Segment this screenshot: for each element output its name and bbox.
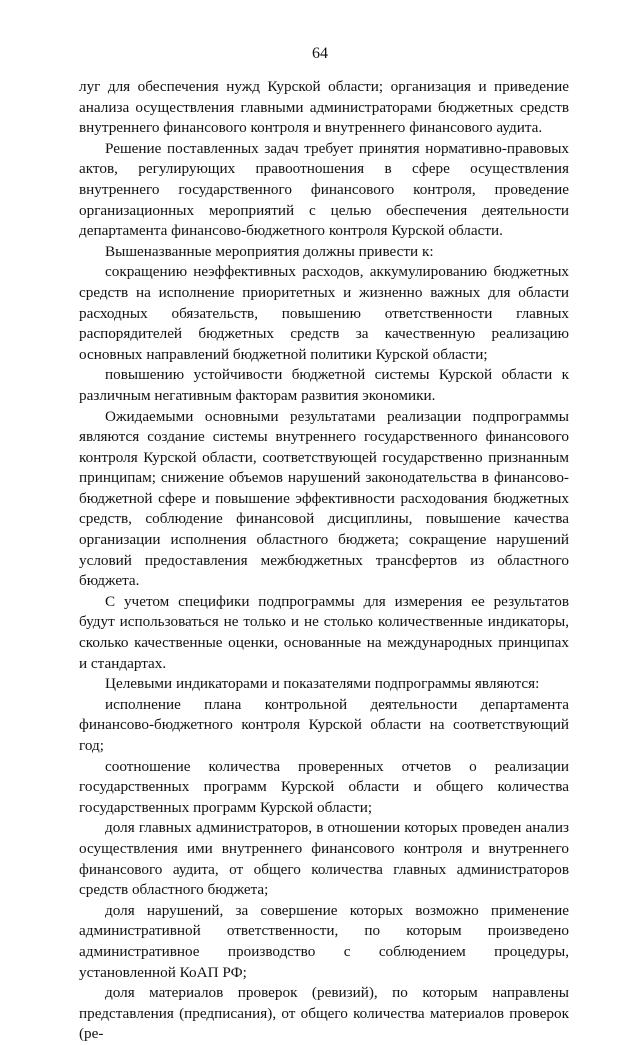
paragraph: Решение поставленных задач требует принятия нормативно-правовых актов, регулирующих правоотношения в сфере осуществления внутреннего государственного финансового контроля, проведение организационных мероприятий с целью обеспечения деятельности департамента финансово-бюджетного контроля Курской области. (79, 139, 569, 240)
paragraph: Вышеназванные мероприятия должны привести к: (105, 242, 434, 260)
paragraph: доля нарушений, за совершение которых возможно применение административной ответственности, по которым произведено административное производство с соблюдением процедуры, установленной КоАП РФ; (79, 901, 569, 981)
paragraph: луг для обеспечения нужд Курской области; организация и приведение анализа осуществления главными администраторами бюджетных средств внутреннего финансового контроля и внутреннего финансового аудита. (79, 78, 569, 137)
paragraph: сокращению неэффективных расходов, аккумулированию бюджетных средств на исполнение приоритетных и жизненно важных для области расходных обязательств, повышению ответственности главных распорядителей бюджетных средств за качественную реализацию основных направлений бюджетной политики Курской области; (79, 263, 569, 363)
paragraph: доля материалов проверок (ревизий), по которым направлены представления (предписания), от общего количества материалов проверок (ре- (79, 984, 569, 1043)
paragraph: повышению устойчивости бюджетной системы Курской области к различным негативным факторам развития экономики. (79, 366, 569, 404)
paragraph: доля главных администраторов, в отношении которых проведен анализ осуществления ими внутреннего финансового контроля и внутреннего финансового аудита, от общего количества главных администраторов средств областного бюджета; (79, 819, 569, 899)
paragraph: исполнение плана контрольной деятельности департамента финансово-бюджетного контроля Курской области на соответствующий год; (79, 695, 569, 754)
paragraph: Целевыми индикаторами и показателями подпрограммы являются: (105, 675, 540, 693)
paragraph: С учетом специфики подпрограммы для измерения ее результатов будут использоваться не только и не столько количественные индикаторы, сколько качественные оценки, основанные на международных принципах и стандартах. (79, 592, 569, 672)
page-number: 64 (312, 45, 328, 62)
paragraph: Ожидаемыми основными результатами реализации подпрограммы являются создание системы внутреннего государственного финансового контроля Курской области, соответствующей государственно признанным принципам; снижение объемов нарушений законодательства в финансово-бюджетной сфере и повышение эффективности расходования бюджетных средств, соблюдение финансовой дисциплины, повышение качества организации исполнения областного бюджета; сокращение нарушений условий предоставления межбюджетных трансфертов из областного бюджета. (79, 407, 569, 590)
paragraph: соотношение количества проверенных отчетов о реализации государственных программ Курской области и общего количества государственных программ Курской области; (79, 757, 569, 816)
document-body (79, 77, 569, 1045)
